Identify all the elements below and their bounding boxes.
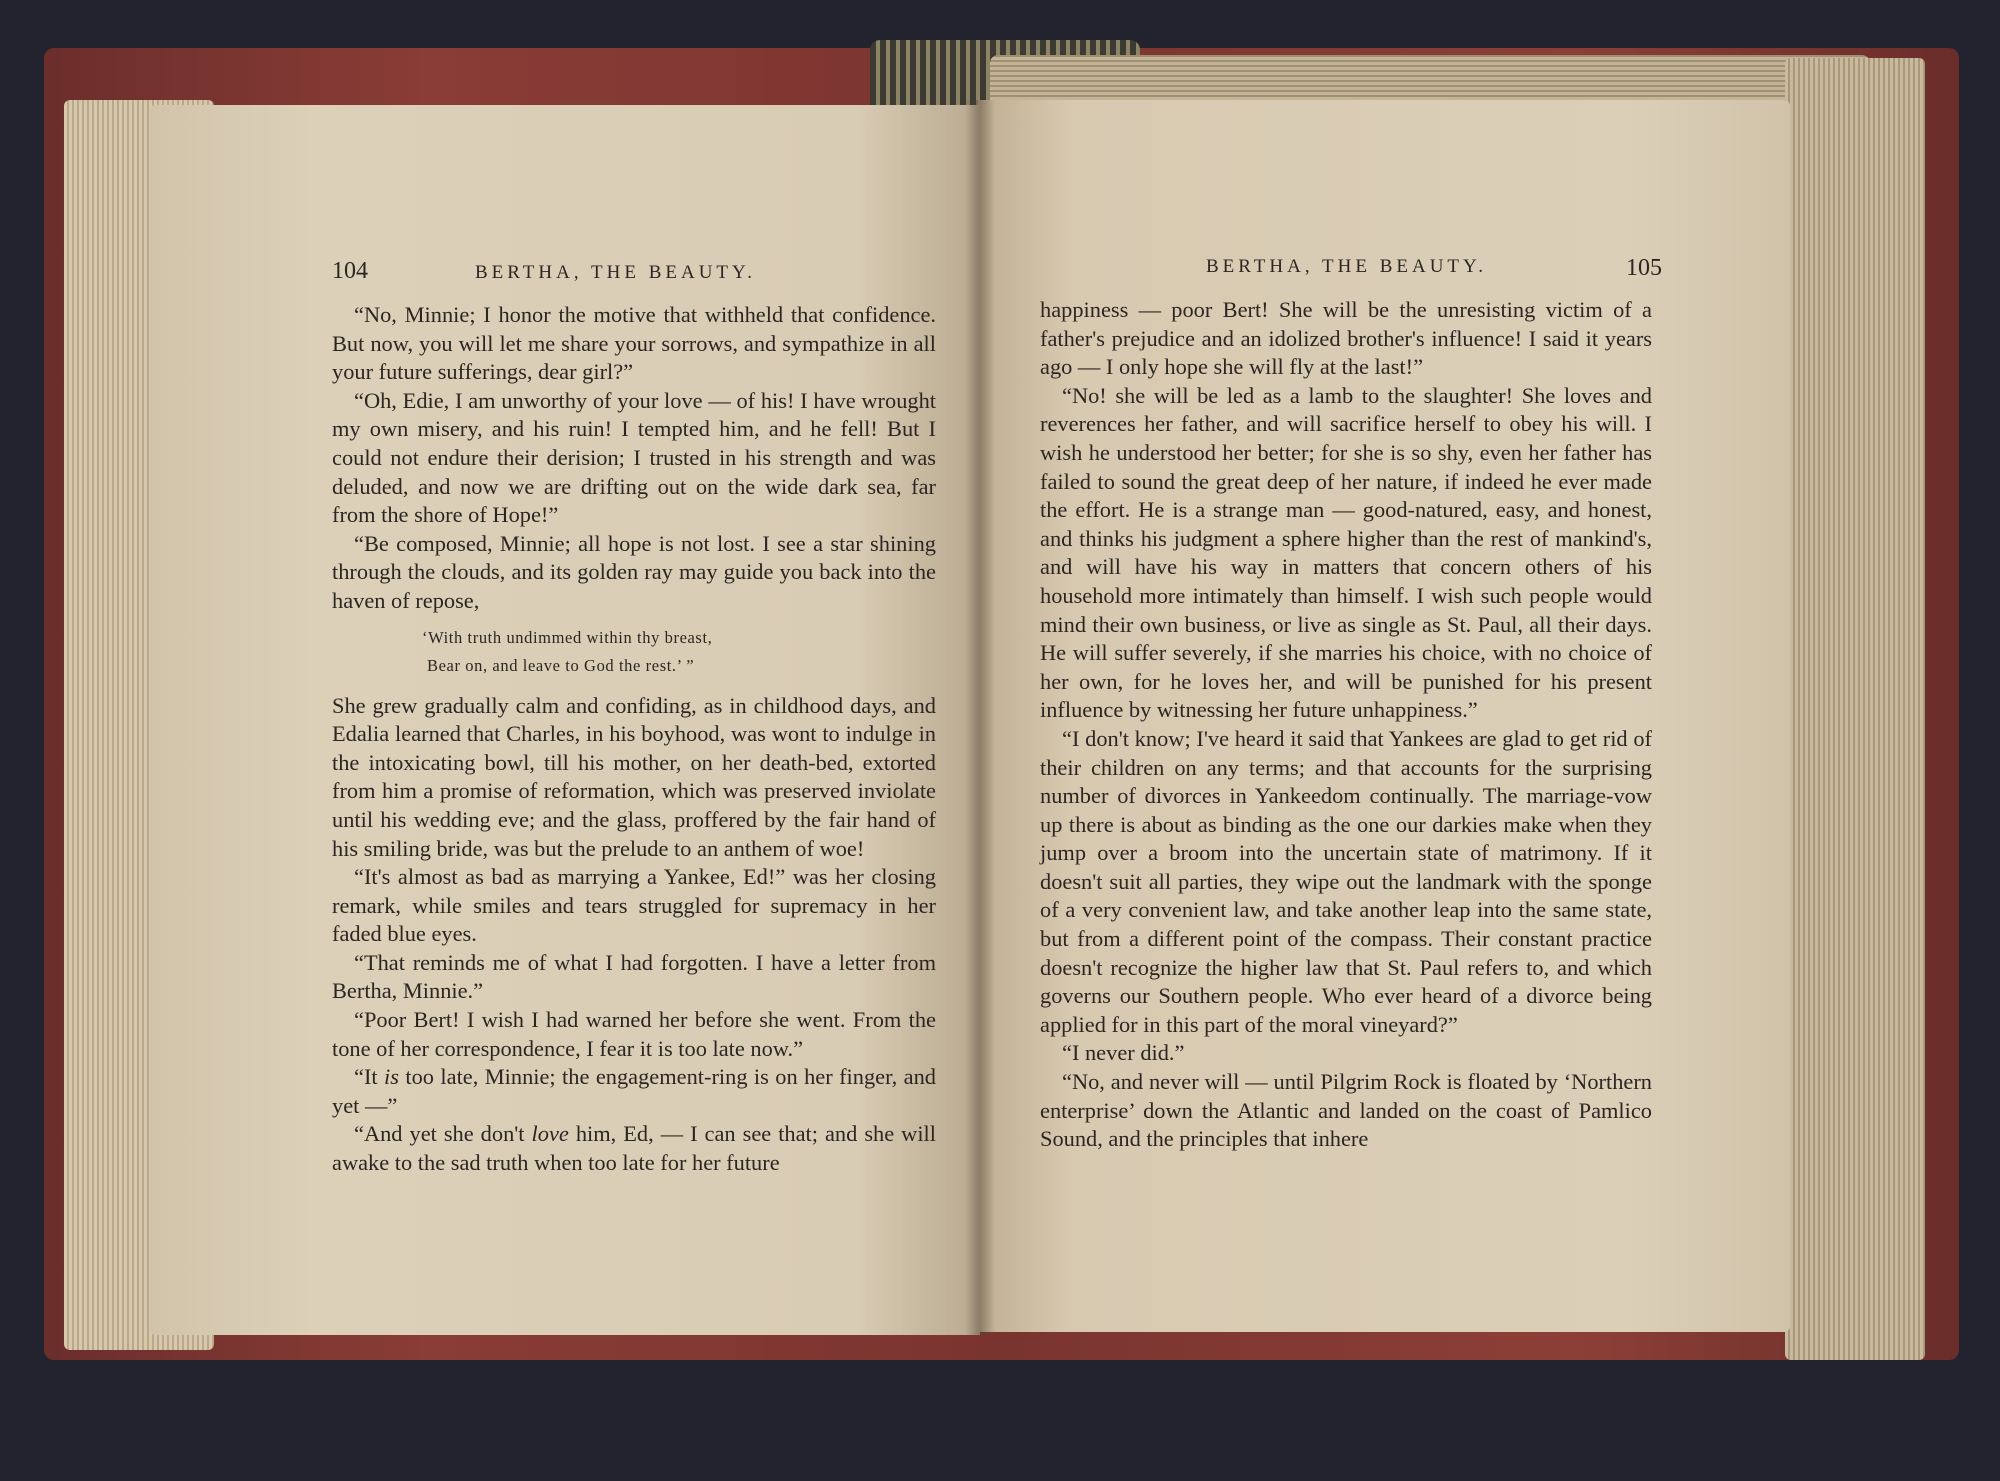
- right-page-edges: [1785, 58, 1925, 1360]
- paragraph: “I don't know; I've heard it said that Yankees are glad to get rid of their children on any terms; and that accounts for the surprising number of divorces in Yankeedom continually. The marriage-vow up there is about as binding as the one our darkies make when they jump over a broom into the uncertain state of matrimony. If it doesn't suit all parties, they wipe out the landmark with the sponge of a very convenient law, and take another leap into the same state, but from a different point of the compass. Their constant practice doesn't recognize the higher law that St. Paul refers to, and which governs our Southern people. Who ever heard of a divorce being applied for in this part of the moral vineyard?”: [1040, 725, 1652, 1037]
- paragraph: “No! she will be led as a lamb to the slaughter! She loves and reverences her father, and will sacrifice herself to obey his will. I wish he understood her better; for she is so shy, even her father has failed to sound the great deep of her nature, if indeed he ever made the effort. He is a strange man — good-natured, easy, and honest, and thinks his judgment a sphere higher than the rest of mankind's, and will have his way in matters that concern others of his household more intimately than himself. I wish such people would mind their own business, or live as single as St. Paul, all their days. He will suffer severely, if she marries his choice, with no choice of her own, for he loves her, and will be punished for his present influence by witnessing her future unhappiness.”: [1040, 382, 1652, 723]
- paragraph: “No, and never will — until Pilgrim Rock is floated by ‘Northern enterprise’ down the Atlantic and landed on the coast of Pamlico Sound, and the principles that inhere: [1040, 1069, 1652, 1152]
- page-number-left: 104: [332, 258, 368, 284]
- left-page: [150, 105, 980, 1335]
- paragraph: “I never did.”: [1062, 1040, 1185, 1066]
- left-page-body: [332, 301, 936, 1178]
- quote-line: ‘With truth undimmed within thy breast,: [422, 627, 713, 647]
- right-page: [978, 100, 1790, 1332]
- paragraph: “No, Minnie; I honor the motive that withheld that confidence. But now, you will let me share your sorrows, and sympathize in all your future sufferings, dear girl?”: [332, 302, 936, 385]
- page-number-right: 105: [1626, 255, 1662, 281]
- paragraph: “Be composed, Minnie; all hope is not lost. I see a star shining through the clouds, and its golden ray may guide you back into the haven of repose,: [332, 530, 936, 613]
- paragraph: “Oh, Edie, I am unworthy of your love — of his! I have wrought my own misery, and his ruin! I tempted him, and he fell! But I could not endure their derision; I trusted in his strength and was deluded, and now we are drifting out on the wide dark sea, far from the shore of Hope!”: [332, 387, 936, 528]
- paragraph: “That reminds me of what I had forgotten. I have a letter from Bertha, Minnie.”: [332, 949, 936, 1004]
- right-page-body: [1040, 296, 1652, 1154]
- quote-line: Bear on, and leave to God the rest.’ ”: [427, 655, 695, 675]
- paragraph: happiness — poor Bert! She will be the unresisting victim of a father's prejudice and an idolized brother's influence! I said it years ago — I only hope she will fly at the last!”: [1040, 297, 1652, 380]
- running-header-left: BERTHA, THE BEAUTY.: [475, 262, 757, 283]
- book-gutter: [965, 100, 995, 1335]
- paragraph: “It's almost as bad as marrying a Yankee, Ed!” was her closing remark, while smiles and tears struggled for supremacy in her faded blue eyes.: [332, 864, 936, 947]
- paragraph: “It is too late, Minnie; the engagement-ring is on her finger, and yet —”: [332, 1064, 936, 1118]
- running-header-right: BERTHA, THE BEAUTY.: [1206, 256, 1488, 277]
- paragraph: “And yet she don't love him, Ed, — I can see that; and she will awake to the sad truth when too late for her future: [332, 1121, 936, 1176]
- paragraph: “Poor Bert! I wish I had warned her before she went. From the tone of her correspondence, I fear it is too late now.”: [332, 1007, 936, 1061]
- paragraph: She grew gradually calm and confiding, as in childhood days, and Edalia learned that Charles, in his boyhood, was wont to indulge in the intoxicating bowl, till his mother, on her death-bed, extorted from him a promise of reformation, which was preserved inviolate until his wedding eve; and the glass, proffered by the fair hand of his smiling bride, was but the prelude to an anthem of woe!: [332, 692, 936, 861]
- verse-quote: [332, 624, 936, 680]
